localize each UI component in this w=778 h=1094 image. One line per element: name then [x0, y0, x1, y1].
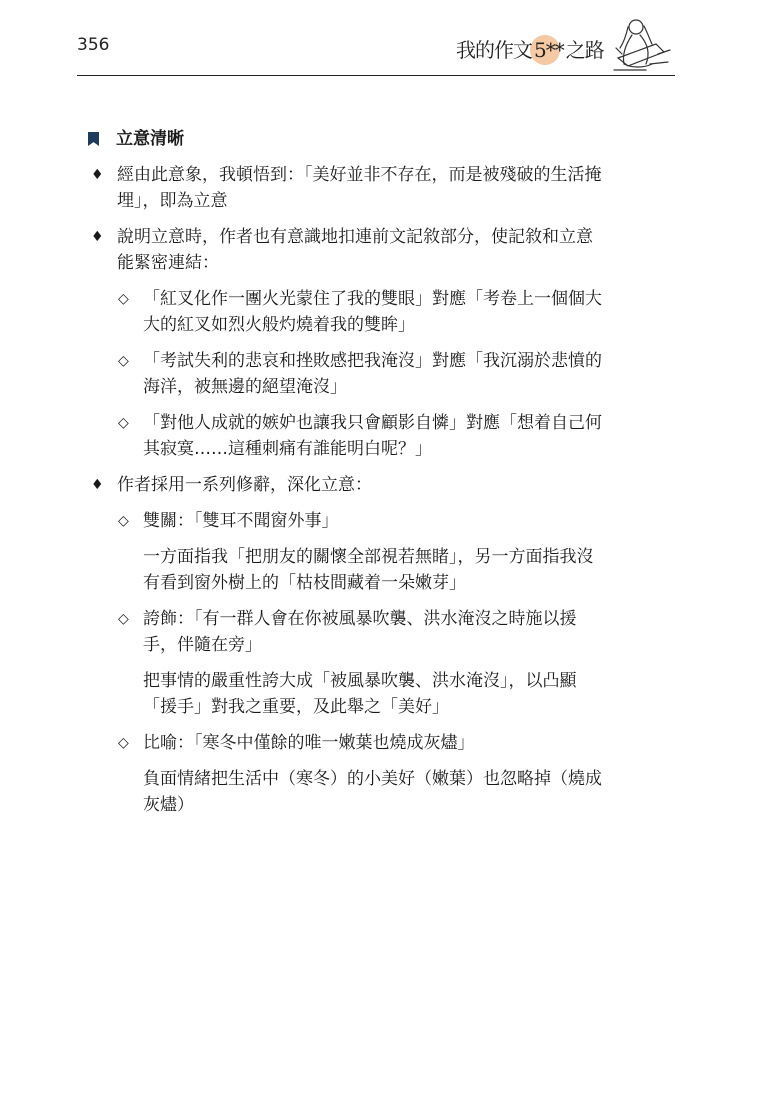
- bullet-text: 說明立意時，作者也有意識地扣連前文記敘部分，使記敘和立意能緊密連結：: [117, 227, 593, 273]
- diamond-filled-icon: ♦: [91, 477, 104, 493]
- bullet-item: [88, 162, 603, 214]
- sub-bullet-text: 「考試失利的悲哀和挫敗感把我淹沒」對應「我沉溺於悲憤的海洋，被無邊的絕望淹沒」: [143, 351, 602, 397]
- book-title-suffix: 之路: [565, 38, 604, 62]
- bullet-text: 經由此意象，我頓悟到：「美好並非不存在，而是被殘破的生活掩埋」，即為立意: [117, 165, 602, 211]
- explanation-paragraph: 一方面指我「把朋友的關懷全部視若無睹」，另一方面指我沒有看到窗外樹上的「枯枝間藏着一朵嫩芽」: [143, 547, 594, 593]
- section-title-text: 立意清晰: [116, 129, 184, 149]
- diamond-outline-icon: ◇: [118, 611, 129, 627]
- diamond-outline-icon: ◇: [118, 415, 129, 431]
- sub-bullet-item: [88, 410, 603, 462]
- sub-bullet-item: [88, 606, 603, 658]
- sub-bullet-item: [88, 508, 603, 534]
- diamond-outline-icon: ◇: [118, 353, 129, 369]
- diamond-outline-icon: ◇: [118, 513, 129, 529]
- header-rule: [77, 75, 675, 76]
- bullet-item: [88, 224, 603, 276]
- diamond-outline-icon: ◇: [118, 291, 129, 307]
- sub-bullet-item: [88, 348, 603, 400]
- book-title: [456, 34, 604, 63]
- sub-bullet-item: [88, 730, 603, 756]
- sub-bullet-text: 雙關：「雙耳不聞窗外事」: [143, 511, 339, 531]
- diamond-filled-icon: ♦: [91, 229, 104, 245]
- sub-bullet-text: 「紅叉化作一團火光蒙住了我的雙眼」對應「考卷上一個個大大的紅叉如烈火般灼燒着我的雙眸」: [143, 289, 602, 335]
- explanation-paragraph: 負面情緒把生活中（寒冬）的小美好（嫩葉）也忽略掉（燒成灰燼）: [143, 769, 602, 815]
- diamond-outline-icon: ◇: [118, 735, 129, 751]
- book-title-stars: 5**: [534, 38, 564, 62]
- reading-girl-illustration: [606, 14, 676, 76]
- sub-bullet-item: [88, 286, 603, 338]
- sub-bullet-text: 「對他人成就的嫉妒也讓我只會顧影自憐」對應「想着自己何其寂寞……這種刺痛有誰能明白呢？」: [143, 413, 602, 459]
- bullet-text: 作者採用一系列修辭，深化立意：: [117, 475, 372, 495]
- page-number: 356: [77, 35, 110, 55]
- sub-bullet-text: 比喻：「寒冬中僅餘的唯一嫩葉也燒成灰燼」: [143, 733, 475, 753]
- book-title-prefix: 我的作文: [456, 38, 532, 62]
- main-content: [88, 126, 603, 828]
- bookmark-icon: [88, 132, 99, 146]
- section-title: [88, 126, 603, 152]
- diamond-filled-icon: ♦: [91, 167, 104, 183]
- sub-bullet-text: 誇飾：「有一群人會在你被風暴吹襲、洪水淹沒之時施以援手，伴隨在旁」: [143, 609, 577, 655]
- bullet-item: [88, 472, 603, 498]
- explanation-paragraph: 把事情的嚴重性誇大成「被風暴吹襲、洪水淹沒」，以凸顯「援手」對我之重要，及此舉之「美好」: [143, 671, 577, 717]
